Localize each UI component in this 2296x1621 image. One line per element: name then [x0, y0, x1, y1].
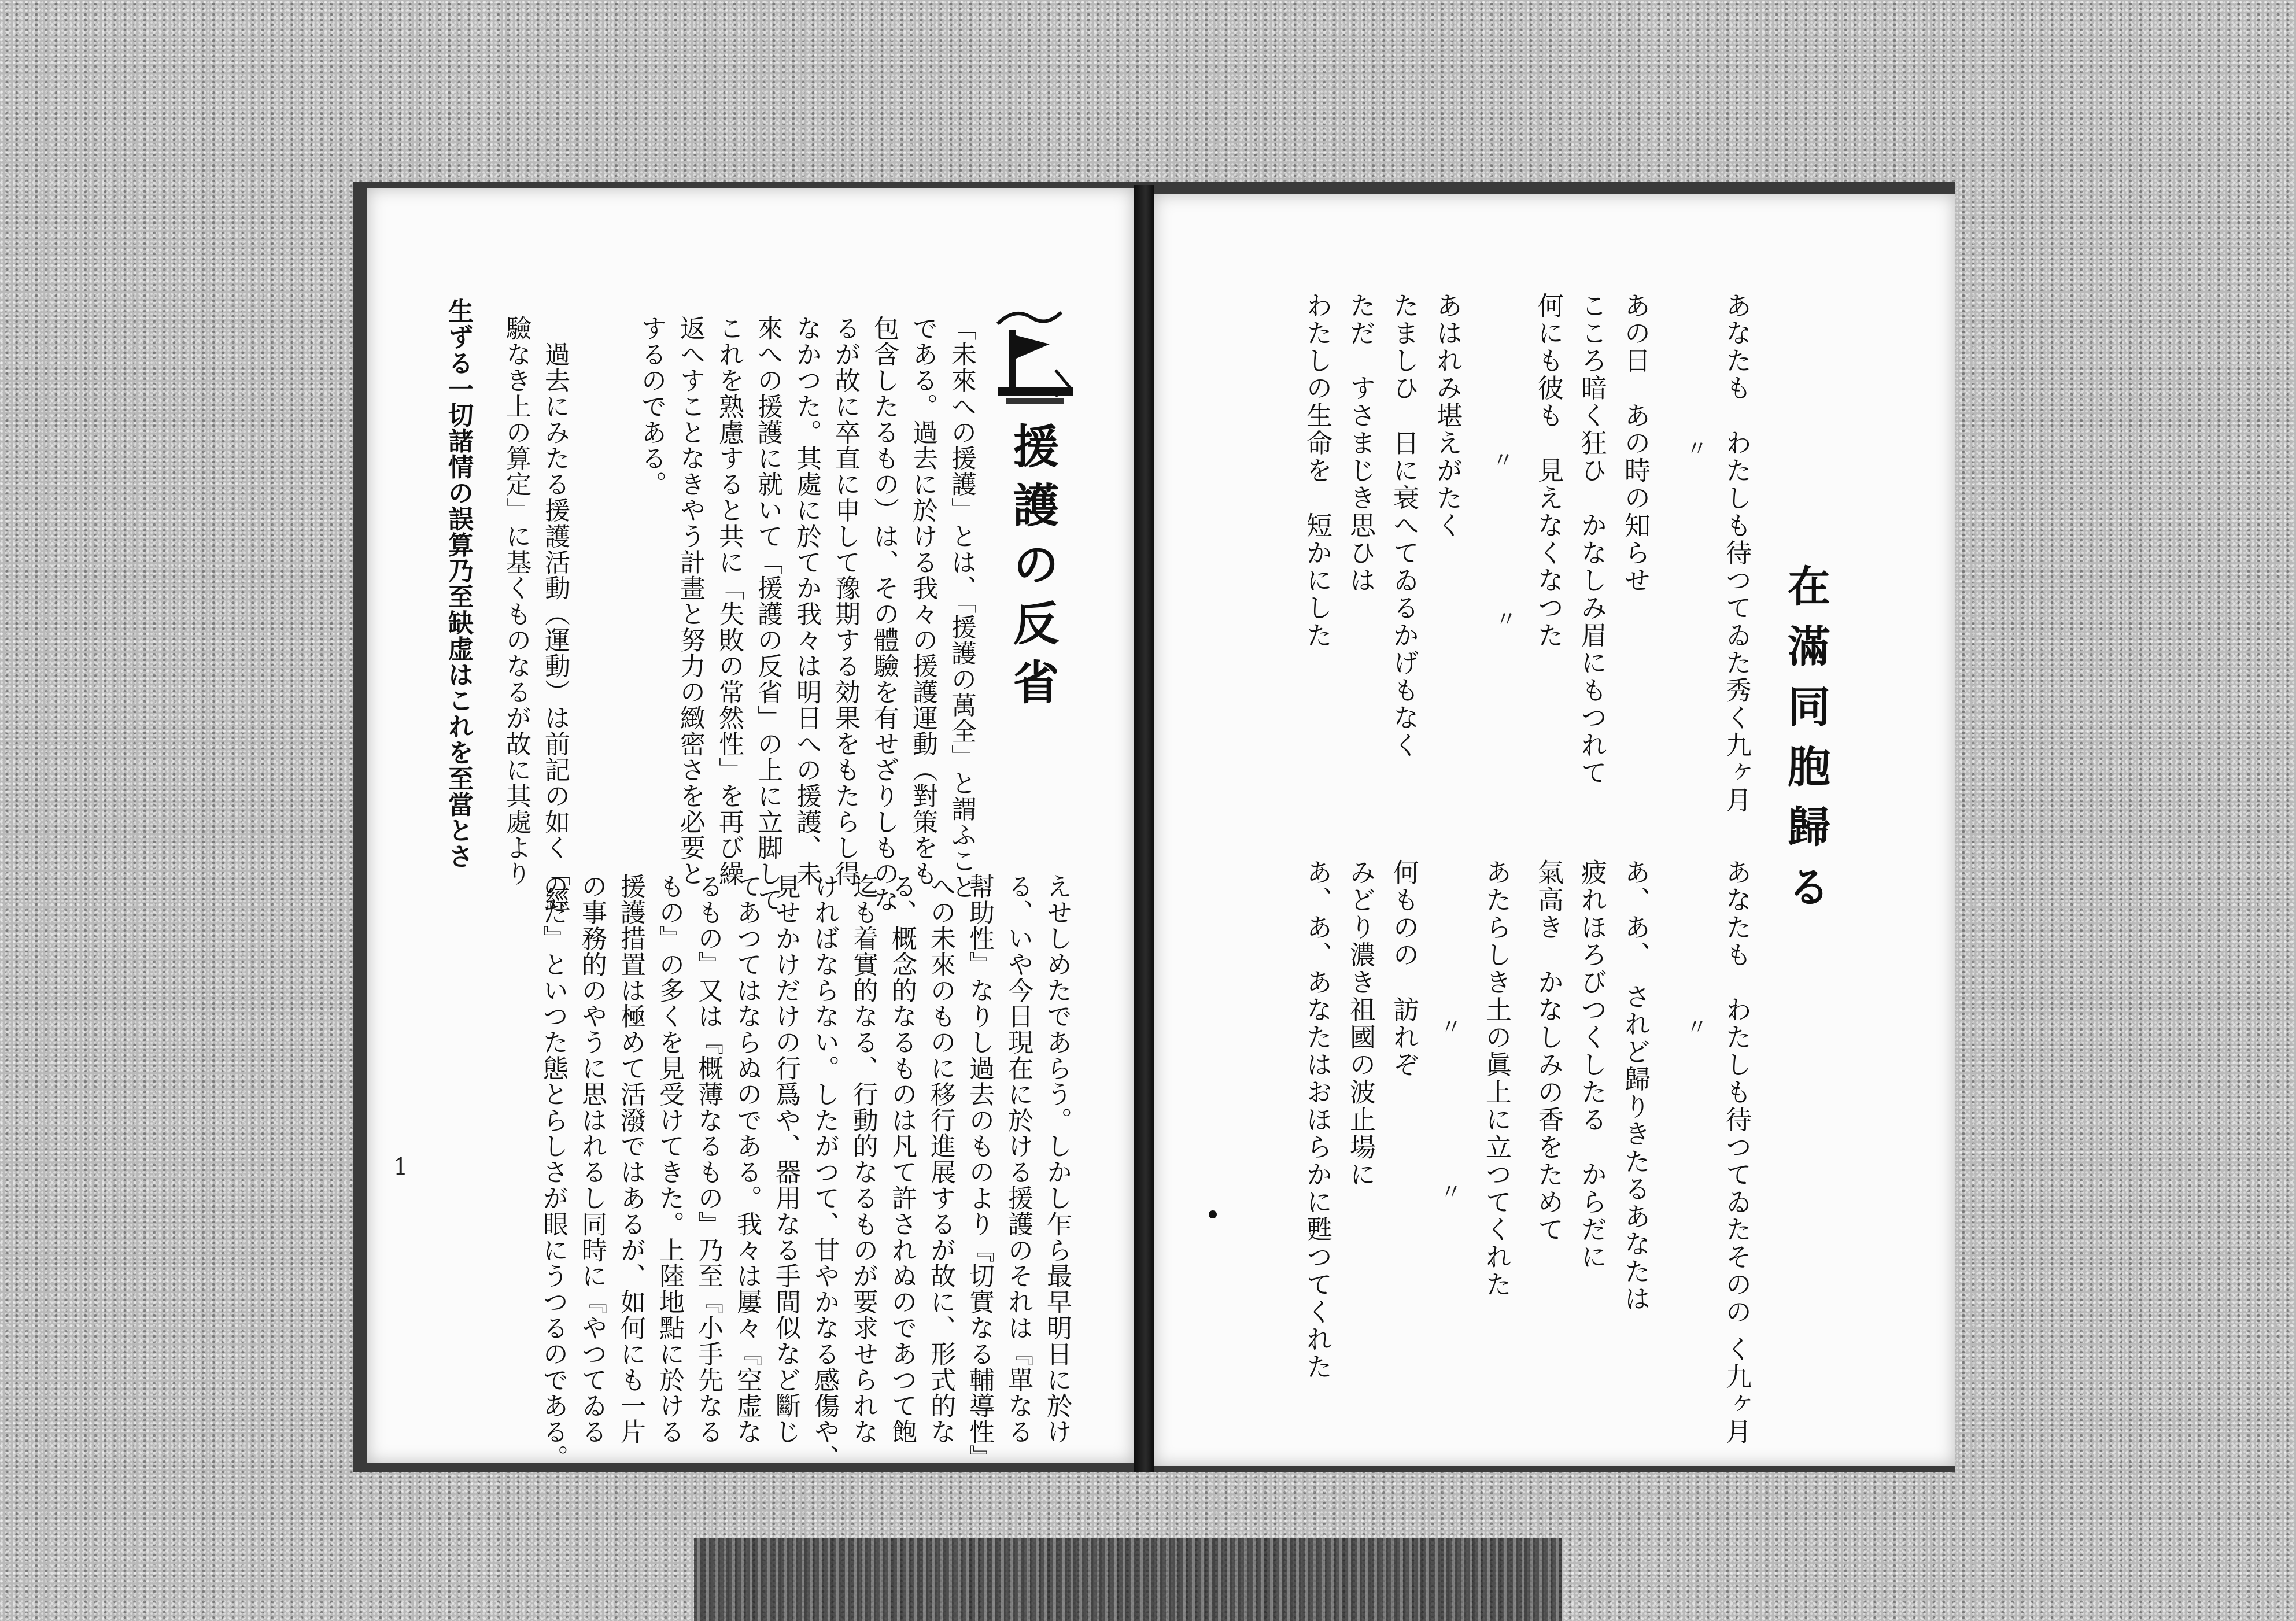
essay-line: 幇助性』なりし過去のものより『切實なる輔導性』: [965, 873, 994, 1471]
essay-line: のだ』といつた態とらしさが眼にうつるのである。: [538, 873, 568, 1471]
essay-line: 「未來への援護」とは、「援護の萬全」と謂ふこと: [947, 315, 976, 900]
essay-line: これを熟慮すると共に「失敗の常然性」を再び繰: [714, 315, 744, 887]
essay-line: えせしめたであらう。しかし乍ら最早明日に於け: [1042, 873, 1072, 1445]
essay-line: てあつてはならぬのである。我々は屢々『空虚な: [732, 873, 762, 1445]
essay-line: なかつた。其處に於てか我々は明日への援護、未: [792, 315, 821, 887]
poem-line: あはれみ堪えがたく: [1432, 292, 1463, 540]
stray-mark: [1209, 1210, 1217, 1218]
essay-line: 援護措置は極めて活潑ではあるが、如何にも一片: [616, 873, 645, 1445]
essay-line: るが故に卒直に申して豫期する効果をもたらし得: [830, 315, 860, 887]
essay-line: 迄も着實的なる、行動的なるものが要求せられな: [848, 873, 878, 1445]
poem-line: あなたも わたしも待つてゐた秀く九ヶ月: [1721, 292, 1752, 814]
essay-line: の事務的のやうに思はれるし同時に『やつてゐる: [577, 873, 607, 1445]
poem-line: 何にも彼も 見えなくなつた: [1533, 292, 1564, 649]
ditto-mark: 〃: [1686, 1014, 1708, 1040]
poem-line: みどり濃き祖國の波止場に: [1345, 859, 1376, 1188]
scan-bed-shadow: [694, 1538, 1562, 1621]
essay-line: するのである。: [637, 315, 666, 497]
ditto-mark: 〃: [1686, 436, 1708, 461]
essay-line: 生ずる一切諸情の誤算乃至缺虚はこれを至當とさ: [444, 298, 473, 869]
book-gutter: [1134, 185, 1154, 1472]
ditto-mark: 〃: [1495, 607, 1518, 632]
essay-line: 包含したるもの）は、その體驗を有せざりしものな: [869, 315, 899, 913]
ditto-mark: 〃: [1440, 1179, 1463, 1205]
poem-line: 疲れほろびつくしたる からだに: [1577, 859, 1607, 1271]
essay-line: る、概念的なるものは凡て許されぬのであつて飽: [887, 873, 917, 1445]
poem-line: あ、あ、あなたはおほらかに甦つてくれた: [1302, 859, 1332, 1381]
poem-line: あなたも わたしも待つてゐたそのの く九ヶ月: [1721, 859, 1752, 1446]
ditto-mark: 〃: [1492, 448, 1515, 473]
essay-line: 見せかけだけの行爲や、器用なる手間似など斷じ: [771, 873, 800, 1445]
poem-line: こころ暗く狂ひ かなしみ眉にもつれて: [1577, 292, 1607, 787]
essay-line: もの』の多くを見受けてきた。上陸地點に於ける: [655, 873, 684, 1445]
essay-line: 返へすことなきやう計畫と努力の緻密さを必要と: [675, 315, 705, 887]
essay-title: 援護の反省: [1005, 422, 1060, 717]
essay-line: への未來のものに移行進展するが故に、形式的な: [926, 873, 955, 1445]
essay-line: る、いや今日現在に於ける援護のそれは『單なる: [1003, 873, 1033, 1445]
essay-line: である。過去に於ける我々の援護運動（對策をも: [908, 315, 937, 887]
essay-line: 過去にみたる援護活動（運動）は前記の如く「經: [540, 315, 570, 913]
poem-line: あの日 あの時の知らせ: [1620, 292, 1651, 595]
poem-line: たましひ 日に衰へてゐるかげもなく: [1389, 292, 1419, 759]
poem-line: あたらしき土の眞上に立つてくれた: [1481, 859, 1512, 1298]
poem-line: わたしの生命を 短かにした: [1302, 292, 1332, 649]
essay-line: 來への援護に就いて「援護の反省」の上に立脚して: [753, 315, 782, 913]
poem-title: 在滿同胞歸る: [1781, 564, 1830, 925]
page-number: 1: [393, 1154, 408, 1180]
flag-ornament-icon: [992, 301, 1079, 411]
poem-line: ただ すさまじき思ひは: [1345, 292, 1376, 595]
poem-line: 氣高き かなしみの香をためて: [1533, 859, 1564, 1243]
poem-line: 何ものの 訪れぞ: [1389, 859, 1419, 1079]
essay-line: 驗なき上の算定」に基くものなるが故に其處より: [501, 315, 531, 887]
poem-line: あ、あ、 されど歸りきたるあなたは: [1620, 859, 1651, 1313]
essay-line: るもの』又は『概薄なるもの』乃至『小手先なる: [693, 873, 723, 1445]
essay-line: ければならない。したがつて、甘やかなる感傷や、: [810, 873, 839, 1471]
ditto-mark: 〃: [1440, 1014, 1463, 1040]
